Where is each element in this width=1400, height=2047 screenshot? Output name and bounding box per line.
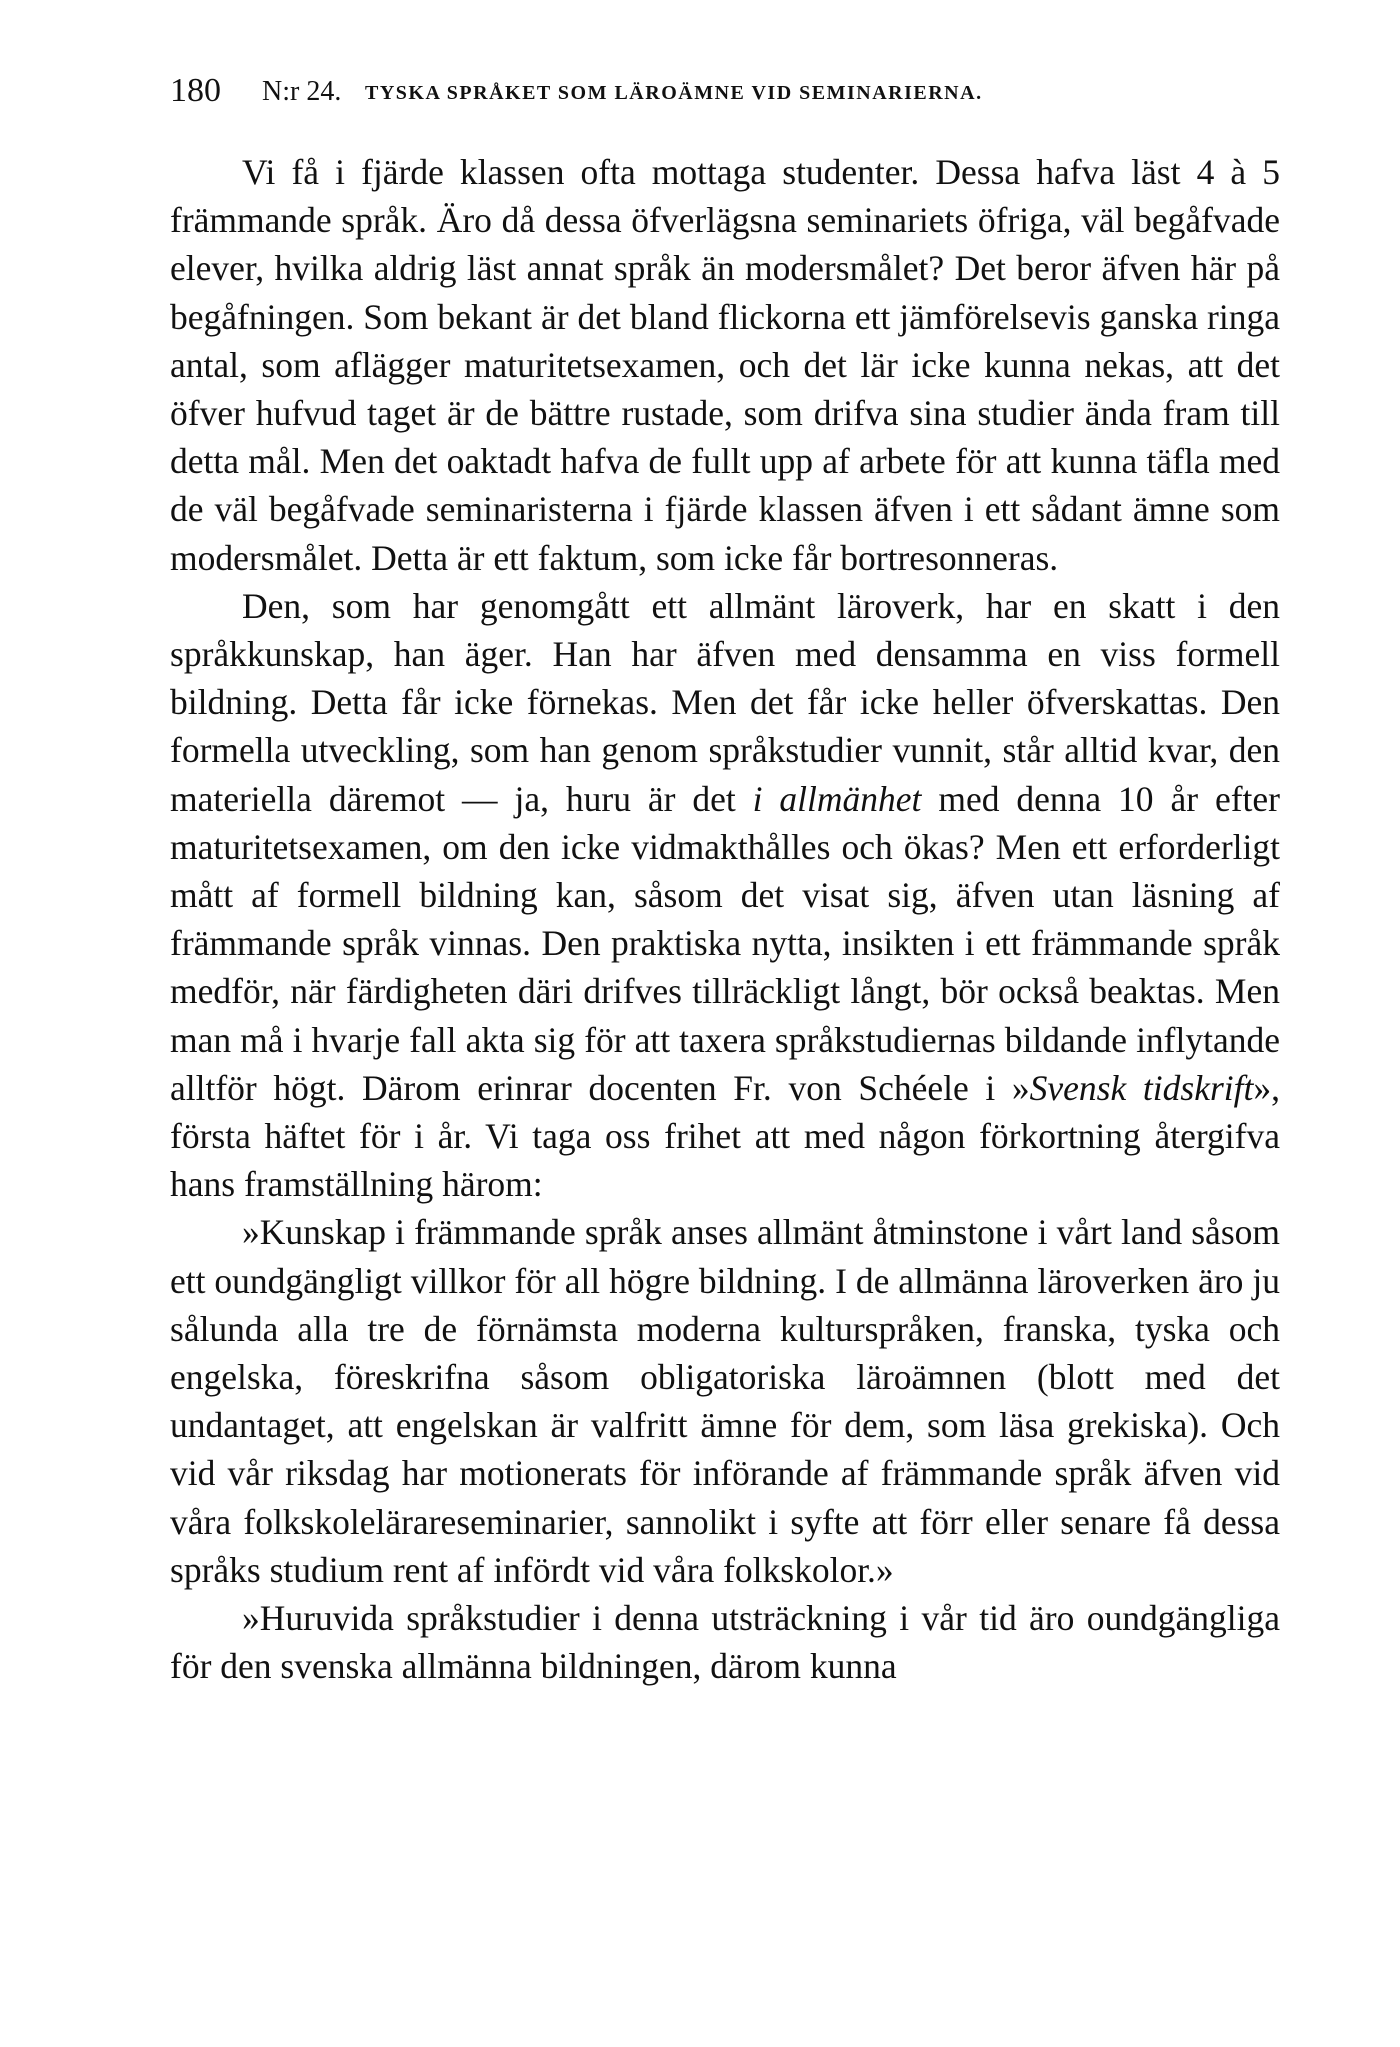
italic-title: Svensk tidskrift <box>1029 1067 1254 1108</box>
quote-paragraph: »Kunskap i främmande språk anses allmänt åtminstone i vårt land såsom ett oundgängligt villkor för all högre bildning. I de allmänna läroverken äro ju sålunda alla tre de förnämsta moderna kulturspråken, franska, tyska och engelska, föreskrifna såsom obligatoriska läroämnen (blott med det undantaget, att engelskan är valfritt ämne för dem, som läsa grekiska). Och vid vår riksdag har motionerats för införande af främmande språk äfven vid våra folkskolelärareseminarier, sannolikt i syfte att förr eller senare få dessa språks studium rent af infördt vid våra folkskolor.» <box>170 1212 1280 1590</box>
paragraph-text: med denna 10 år efter maturitetsexamen, om den icke vidmakthålles och ökas? Men ett erforderligt mått af formell bildning kan, såsom det visat sig, äfven utan läsning af främmande språk vinnas. Den praktiska nytta, insikten i ett främmande språk medför, när färdigheten däri drifves tillräckligt långt, bör också beaktas. Men man må i hvarje fall akta sig för att taxera språkstudiernas bildande inflytande alltför högt. Därom erinrar docenten Fr. von Schéele i » <box>170 778 1280 1108</box>
running-title: TYSKA SPRÅKET SOM LÄROÄMNE VID SEMINARIERNA. <box>365 82 983 104</box>
paragraph-text: Vi få i fjärde klassen ofta mottaga studenter. Dessa hafva läst 4 à 5 främmande språk. Äro då dessa öfverlägsna seminariets öfriga, väl begåfvade elever, hvilka aldrig läst annat språk än modersmålet? Det beror äfven här på begåfningen. Som bekant är det bland flickorna ett jämförelsevis ganska ringa antal, som aflägger maturitetsexamen, och det lär icke kunna nekas, att det öfver hufvud taget är de bättre rustade, som drifva sina studier ända fram till detta mål. Men det oaktadt hafva de fullt upp af arbete för att kunna täfla med de väl begåfvade seminaristerna i fjärde klassen äfven i ett sådant ämne som modersmålet. Detta är ett faktum, som icke får bortresonneras. <box>170 152 1280 578</box>
paragraph <box>170 148 1280 582</box>
body-text <box>170 148 1280 1691</box>
paragraph-text: Den, som har genomgått ett allmänt läroverk, har en skatt i den språkkunskap, han äger. Han har äfven med densamma en viss formell bildning. Detta får icke förnekas. Men det får icke heller öfverskattas. Den formella utveckling, som han genom språkstudier vunnit, står alltid kvar, den materiella däremot — ja, huru är det <box>170 585 1280 819</box>
paragraph-text: », första häftet för i år. Vi taga oss frihet att med någon förkortning återgifva hans framställning härom: <box>170 1067 1280 1205</box>
issue-number: N:r 24. <box>262 76 342 107</box>
running-header <box>170 72 1280 122</box>
italic-phrase: i allmänhet <box>752 778 922 819</box>
page-number: 180 <box>170 72 221 109</box>
quote-paragraph: »Huruvida språkstudier i denna utsträckning i vår tid äro oundgängliga för den svenska allmänna bildningen, därom kunna <box>170 1598 1280 1687</box>
paragraph <box>170 582 1280 1209</box>
